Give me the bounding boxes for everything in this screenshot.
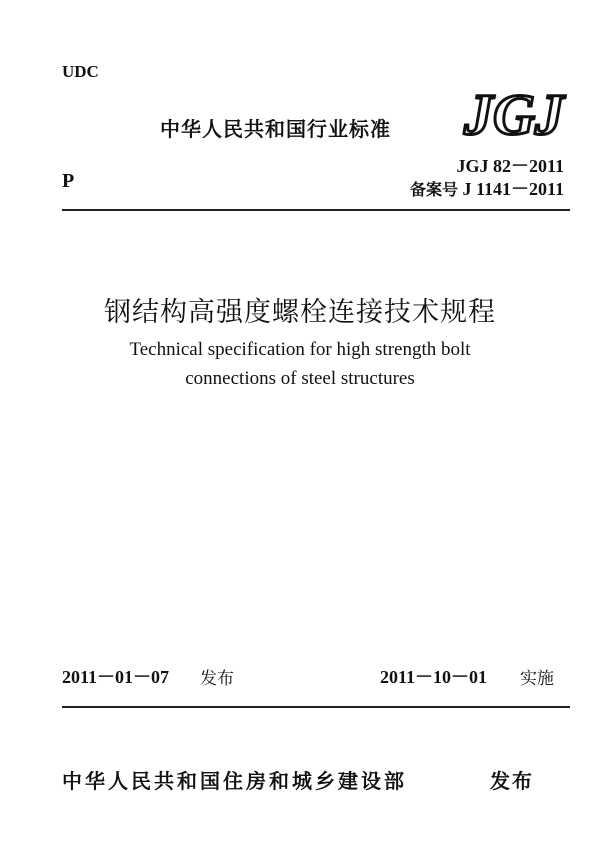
jgj-logo-text: JGJ [464, 86, 564, 138]
implementation-label: 实施 [520, 669, 554, 689]
header-divider [62, 209, 570, 211]
issue-date: 2011－01－07 [62, 667, 170, 687]
standard-number: JGJ 82－2011 [456, 156, 564, 176]
issue-label: 发布 [200, 669, 234, 689]
record-number-value: J 1141－2011 [462, 179, 564, 199]
document-title-english-line1: Technical specification for high strength bolt [129, 339, 471, 360]
industry-standard-heading: 中华人民共和国行业标准 [160, 117, 391, 141]
publisher-name: 中华人民共和国住房和城乡建设部 [62, 769, 407, 793]
record-number-label: 备案号 [409, 180, 458, 199]
footer-divider [62, 706, 570, 708]
publish-label: 发布 [490, 769, 534, 793]
document-title-english-line2: connections of steel structures [185, 368, 415, 389]
udc-label: UDC [62, 62, 99, 81]
document-title-chinese: 钢结构高强度螺栓连接技术规程 [104, 297, 496, 328]
record-number [410, 175, 564, 201]
jgj-logo [460, 86, 568, 138]
category-label: P [62, 170, 75, 192]
implementation-date: 2011－10－01 [380, 667, 488, 687]
